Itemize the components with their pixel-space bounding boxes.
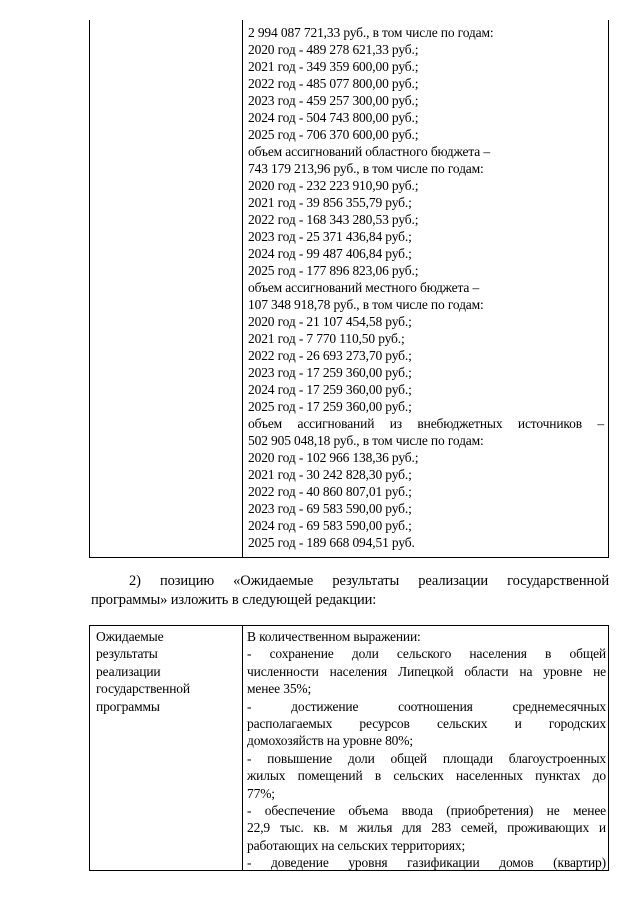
results-line: жилых помещений в сельских населенных пунктах до (247, 768, 606, 784)
table-line: 2022 год - 26 693 273,70 руб.; (248, 348, 412, 363)
table-line: 107 348 918,78 руб., в том числе по годам: (248, 297, 484, 312)
results-line: - доведение уровня газификации домов (квартир) (247, 855, 606, 871)
table-line: 2022 год - 40 860 807,01 руб.; (248, 484, 412, 499)
table-line: 2021 год - 30 242 828,30 руб.; (248, 467, 412, 482)
table-line: объем ассигнований областного бюджета – (248, 144, 490, 159)
financing-cell (248, 24, 604, 551)
expected-results-cell (247, 628, 606, 871)
table-line: 2024 год - 504 743 800,00 руб.; (248, 110, 419, 125)
table-line: 2025 год - 177 896 823,06 руб.; (248, 263, 419, 278)
table-line: 2022 год - 168 343 280,53 руб.; (248, 212, 419, 227)
table-line: 2023 год - 25 371 436,84 руб.; (248, 229, 412, 244)
table-line: 2 994 087 721,33 руб., в том числе по годам: (248, 25, 494, 40)
results-line: располагаемых ресурсов сельских и городских (247, 715, 606, 731)
table-line: 2021 год - 349 359 600,00 руб.; (248, 59, 419, 74)
table-line: 2023 год - 17 259 360,00 руб.; (248, 365, 412, 380)
row-header-line: результаты (96, 646, 158, 662)
expected-results-table (89, 625, 609, 871)
results-line: 77%; (247, 785, 275, 801)
table-line: 2021 год - 39 856 355,79 руб.; (248, 195, 412, 210)
results-line: домохозяйств на уровне 80%; (247, 733, 413, 749)
table-line: 2024 год - 69 583 590,00 руб.; (248, 518, 412, 533)
paragraph-line: программы» изложить в следующей редакции: (91, 592, 377, 608)
table-column-divider (242, 626, 243, 870)
table-line: объем ассигнований местного бюджета – (248, 280, 480, 295)
row-header-cell (96, 628, 236, 715)
table-line: 743 179 213,96 руб., в том числе по годам: (248, 161, 484, 176)
table-line: 2025 год - 189 668 094,51 руб. (248, 535, 415, 550)
row-header-line: программы (96, 698, 160, 714)
table-line: 2023 год - 69 583 590,00 руб.; (248, 501, 412, 516)
table-line: 2025 год - 706 370 600,00 руб.; (248, 127, 419, 142)
financing-table (89, 20, 609, 558)
row-header-line: реализации (96, 663, 161, 679)
results-line: - достижение соотношения среднемесячных (247, 698, 606, 714)
results-line: - повышение доли общей площади благоустроенных (247, 750, 606, 766)
table-line: 2024 год - 99 487 406,84 руб.; (248, 246, 412, 261)
results-line: численности населения Липецкой области на уровне не (247, 663, 606, 679)
table-line: 2020 год - 489 278 621,33 руб.; (248, 42, 419, 57)
row-header-line: государственной (96, 681, 190, 697)
table-line: 2020 год - 232 223 910,90 руб.; (248, 178, 419, 193)
table-line: 2020 год - 21 107 454,58 руб.; (248, 314, 412, 329)
table-line: 2021 год - 7 770 110,50 руб.; (248, 331, 405, 346)
results-line: - обеспечение объема ввода (приобретения) не менее (247, 802, 606, 818)
results-line: менее 35%; (247, 681, 312, 697)
amendment-paragraph (91, 572, 609, 610)
results-line: - сохранение доли сельского населения в общей (247, 646, 606, 662)
table-line: 2025 год - 17 259 360,00 руб.; (248, 399, 412, 414)
results-line: 22,9 тыс. кв. м жилья для 283 семей, проживающих и (247, 820, 606, 836)
row-header-line: Ожидаемые (96, 629, 164, 644)
table-line: 2023 год - 459 257 300,00 руб.; (248, 93, 419, 108)
table-line: 502 905 048,18 руб., в том числе по годам: (248, 433, 484, 448)
paragraph-line: 2) позицию «Ожидаемые результаты реализации государственной (129, 573, 609, 589)
table-line: объем ассигнований из внебюджетных источников – (248, 416, 604, 431)
results-line: В количественном выражении: (247, 629, 421, 644)
results-line: работающих на сельских территориях; (247, 837, 466, 853)
table-line: 2020 год - 102 966 138,36 руб.; (248, 450, 419, 465)
table-line: 2024 год - 17 259 360,00 руб.; (248, 382, 412, 397)
table-column-divider (242, 20, 243, 557)
table-line: 2022 год - 485 077 800,00 руб.; (248, 76, 419, 91)
